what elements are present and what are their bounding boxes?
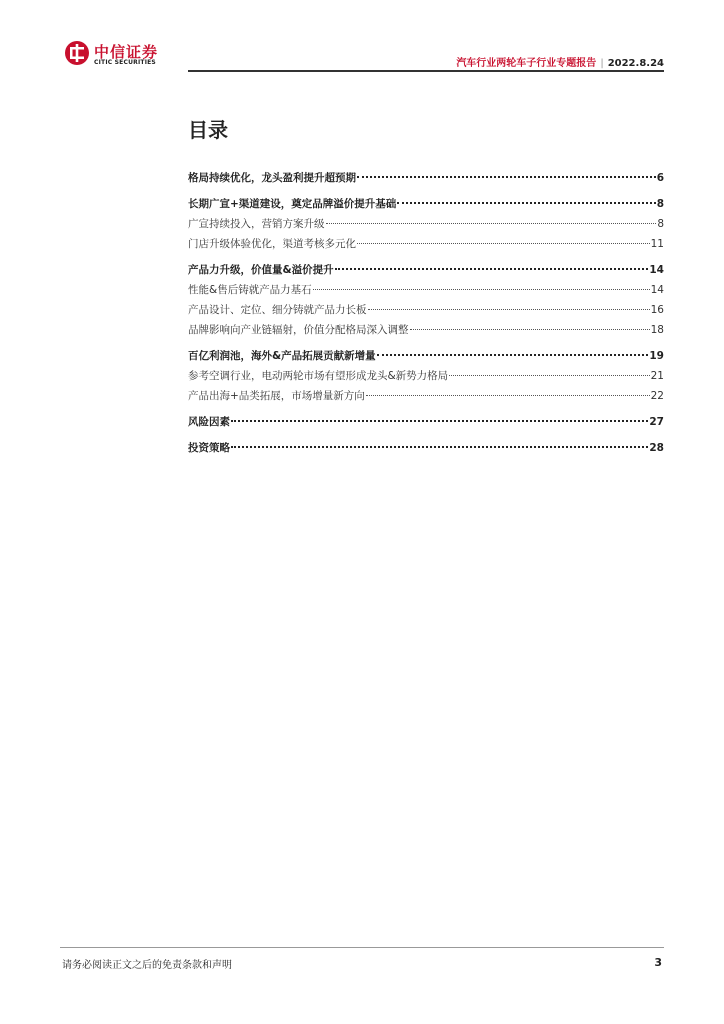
toc-entry-subsection[interactable] — [188, 302, 664, 322]
toc-entry-text: 风险因素 — [188, 416, 230, 428]
toc-entry-text: 产品出海+品类拓展，市场增量新方向 — [188, 390, 365, 402]
toc-entry-page: 16 — [650, 304, 664, 316]
toc-entry-page: 27 — [649, 416, 664, 428]
toc-leader-dots — [357, 176, 656, 178]
toc-entry-page: 6 — [656, 172, 664, 184]
toc-entry-text: 长期广宣+渠道建设，奠定品牌溢价提升基础 — [188, 198, 397, 210]
toc-entry-text: 性能&售后铸就产品力基石 — [188, 284, 312, 296]
toc-leader-dots — [397, 202, 655, 204]
page-number: 3 — [654, 956, 662, 969]
report-date: 2022.8.24 — [607, 58, 664, 69]
toc-entry-text: 品牌影响向产业链辐射，价值分配格局深入调整 — [188, 324, 409, 336]
footer-disclaimer: 请务必阅读正文之后的免责条款和声明 — [62, 960, 232, 971]
toc-leader-dots — [231, 446, 648, 448]
toc-entry-text: 格局持续优化，龙头盈利提升超预期 — [188, 172, 356, 184]
toc-entry-page: 14 — [649, 264, 664, 276]
table-of-contents — [188, 170, 664, 460]
toc-entry-text: 百亿利润池，海外&产品拓展贡献新增量 — [188, 350, 376, 362]
toc-entry-text: 门店升级体验优化，渠道考核多元化 — [188, 238, 356, 250]
toc-leader-dots — [368, 309, 650, 310]
toc-leader-dots — [449, 375, 649, 376]
toc-entry-subsection[interactable] — [188, 236, 664, 256]
toc-entry-section-4[interactable] — [188, 348, 664, 368]
toc-leader-dots — [410, 329, 650, 330]
toc-leader-dots — [326, 223, 657, 224]
toc-entry-page: 8 — [657, 218, 664, 230]
toc-leader-dots — [335, 268, 649, 270]
toc-leader-dots — [231, 420, 648, 422]
header-divider — [188, 70, 664, 72]
report-title: 汽车行业两轮车子行业专题报告 — [456, 58, 597, 69]
header-separator: | — [600, 58, 604, 69]
toc-entry-section-2[interactable] — [188, 196, 664, 216]
toc-entry-text: 参考空调行业，电动两轮市场有望形成龙头&新势力格局 — [188, 370, 449, 382]
toc-entry-page: 22 — [650, 390, 664, 402]
toc-entry-subsection[interactable] — [188, 368, 664, 388]
toc-entry-text: 产品力升级，价值量&溢价提升 — [188, 264, 334, 276]
toc-leader-dots — [366, 395, 650, 396]
toc-entry-subsection[interactable] — [188, 322, 664, 342]
toc-entry-section-1[interactable] — [188, 170, 664, 190]
toc-entry-page: 8 — [656, 198, 664, 210]
toc-entry-page: 18 — [650, 324, 664, 336]
toc-entry-page: 11 — [650, 238, 664, 250]
report-header — [456, 54, 664, 69]
toc-leader-dots — [377, 354, 649, 356]
toc-entry-subsection[interactable] — [188, 282, 664, 302]
toc-entry-page: 14 — [650, 284, 664, 296]
toc-entry-subsection[interactable] — [188, 388, 664, 408]
toc-entry-page: 28 — [649, 442, 664, 454]
footer-divider — [60, 947, 664, 948]
toc-entry-text: 广宣持续投入，营销方案升级 — [188, 218, 325, 230]
toc-leader-dots — [357, 243, 650, 244]
logo-english-name: CITIC SECURITIES — [94, 59, 156, 66]
toc-entry-subsection[interactable] — [188, 216, 664, 236]
toc-entry-text: 投资策略 — [188, 442, 230, 454]
toc-entry-page: 19 — [649, 350, 664, 362]
logo-chinese-name: 中信证券 — [94, 43, 159, 61]
toc-entry-section-5[interactable] — [188, 414, 664, 434]
toc-entry-section-6[interactable] — [188, 440, 664, 460]
toc-leader-dots — [313, 289, 650, 290]
toc-entry-page: 21 — [650, 370, 664, 382]
toc-entry-section-3[interactable] — [188, 262, 664, 282]
toc-heading: 目录 — [188, 118, 228, 142]
citic-emblem-icon — [64, 40, 90, 66]
toc-entry-text: 产品设计、定位、细分铸就产品力长板 — [188, 304, 367, 316]
